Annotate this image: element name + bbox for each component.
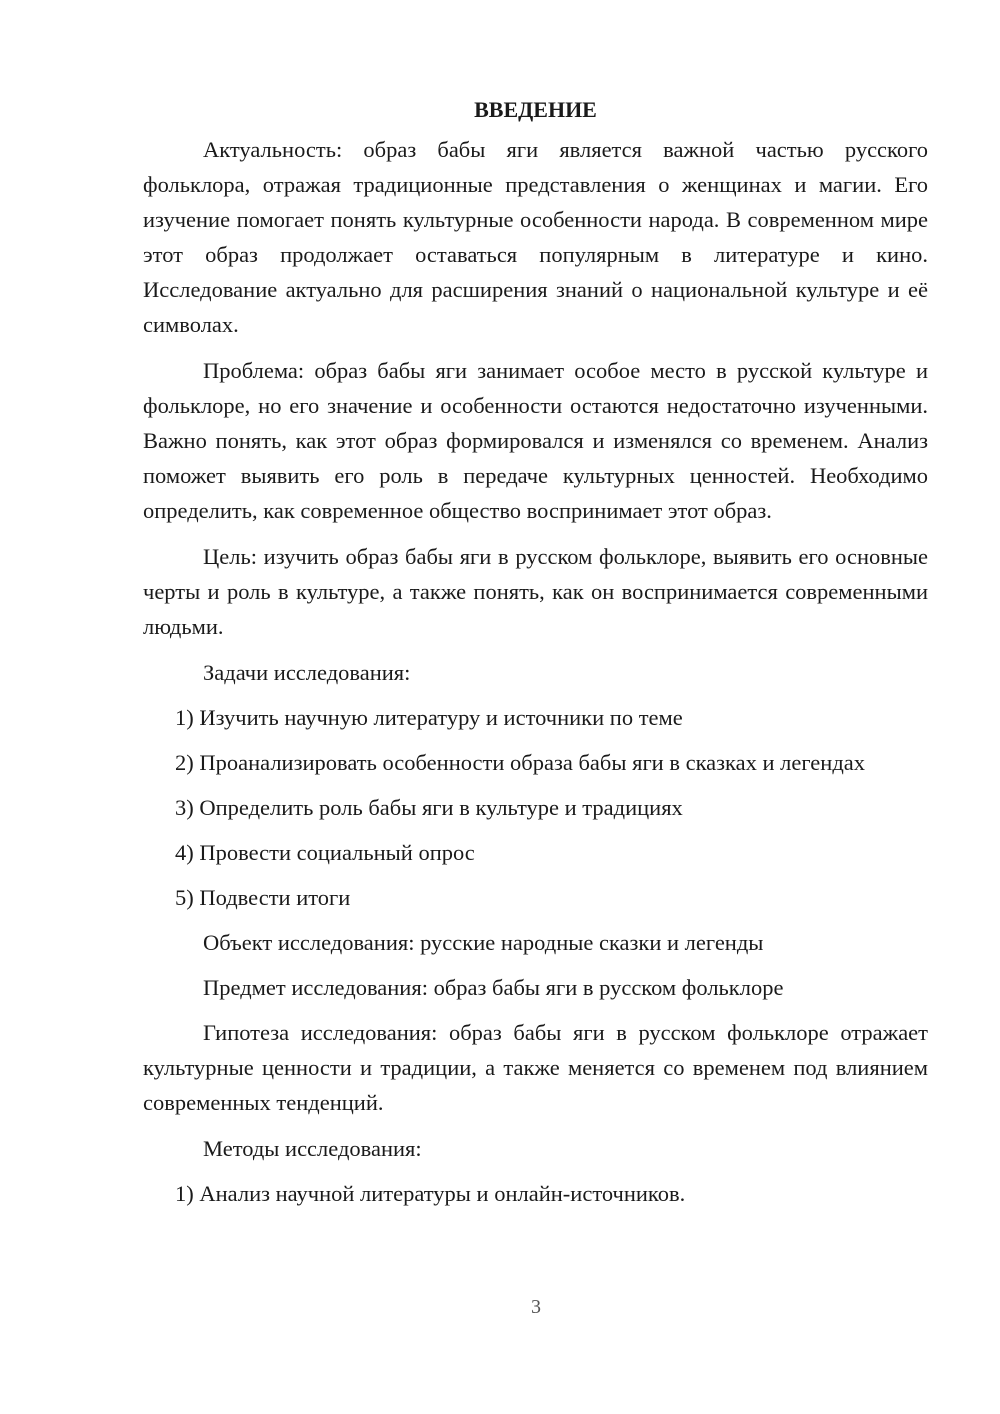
object-paragraph: Объект исследования: русские народные сказки и легенды [203, 930, 764, 955]
problem-paragraph: Проблема: образ бабы яги занимает особое место в русской культуре и фольклоре, но его значение и особенности остаются недостаточно изученными. Важно понять, как этот образ формировался и изменялся со временем. Анализ поможет выявить его роль в передаче культурных ценностей. Необходимо определить, как современное общество воспринимает этот образ. [143, 358, 928, 523]
task-item-3: 3) Определить роль бабы яги в культуре и традициях [175, 795, 683, 820]
subject-paragraph: Предмет исследования: образ бабы яги в русском фольклоре [203, 975, 784, 1000]
task-item-4: 4) Провести социальный опрос [175, 840, 475, 865]
page-title: ВВЕДЕНИЕ [474, 97, 597, 122]
page-number: 3 [531, 1296, 541, 1318]
hypothesis-paragraph: Гипотеза исследования: образ бабы яги в русском фольклоре отражает культурные ценности и традиции, а также меняется со временем под влиянием современных тенденций. [143, 1020, 928, 1115]
method-item-1: 1) Анализ научной литературы и онлайн-источников. [175, 1181, 686, 1206]
page-content [143, 92, 928, 1221]
task-item-5: 5) Подвести итоги [175, 885, 351, 910]
methods-heading: Методы исследования: [203, 1136, 422, 1161]
goal-paragraph: Цель: изучить образ бабы яги в русском фольклоре, выявить его основные черты и роль в культуре, а также понять, как он воспринимается современными людьми. [143, 544, 928, 639]
task-item-1: 1) Изучить научную литературу и источники по теме [175, 705, 683, 730]
task-item-2: 2) Проанализировать особенности образа бабы яги в сказках и легендах [175, 750, 866, 775]
relevance-paragraph: Актуальность: образ бабы яги является важной частью русского фольклора, отражая традиционные представления о женщинах и магии. Его изучение помогает понять культурные особенности народа. В современном мире этот образ продолжает оставаться популярным в литературе и кино. Исследование актуально для расширения знаний о национальной культуре и её символах. [143, 137, 928, 337]
tasks-heading: Задачи исследования: [203, 660, 411, 685]
